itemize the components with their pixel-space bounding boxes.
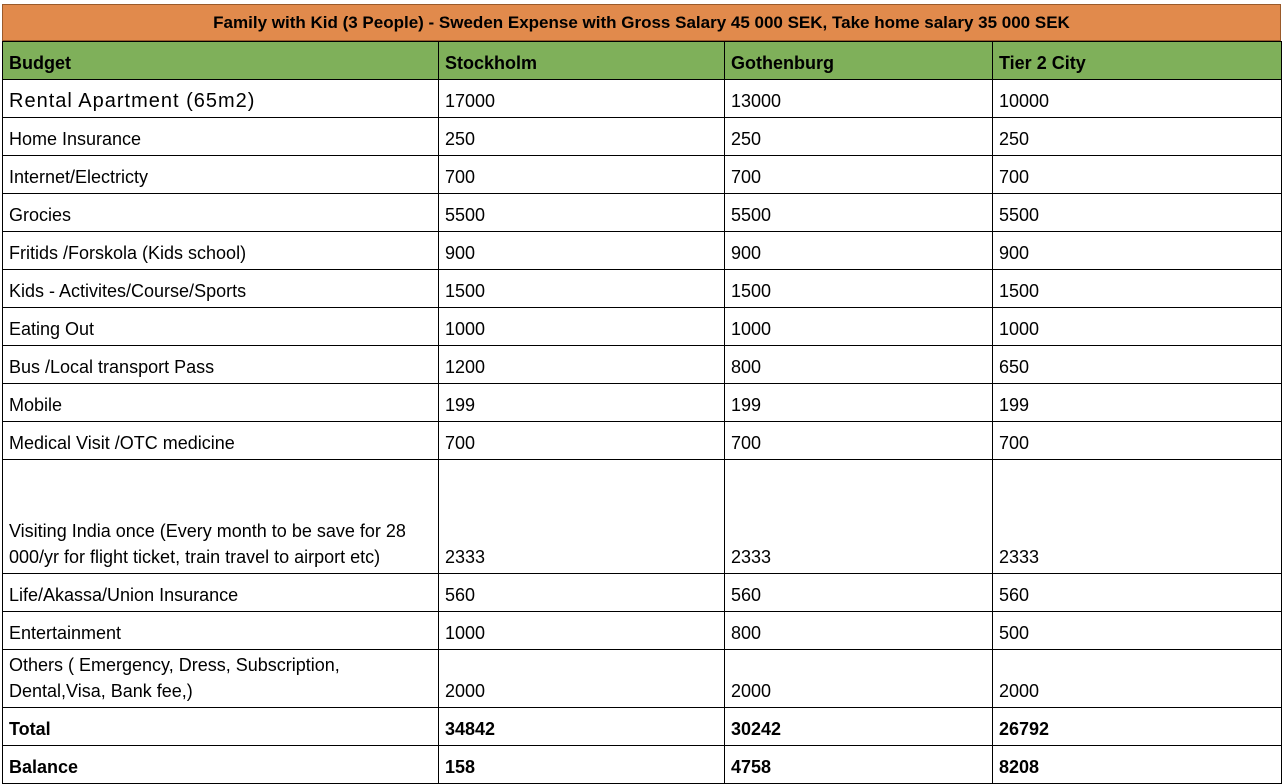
row-label[interactable]: Mobile: [3, 384, 439, 422]
cell-tier2[interactable]: 1500: [993, 270, 1282, 308]
cell-tier2[interactable]: 700: [993, 156, 1282, 194]
cell-tier2[interactable]: 10000: [993, 80, 1282, 118]
cell-tier2[interactable]: 5500: [993, 194, 1282, 232]
cell-stockholm[interactable]: 900: [439, 232, 725, 270]
table-row: [3, 232, 1282, 270]
cell-gothenburg[interactable]: 5500: [725, 194, 993, 232]
cell-stockholm[interactable]: 1000: [439, 308, 725, 346]
balance-stockholm[interactable]: 158: [439, 746, 725, 784]
table-row: [3, 194, 1282, 232]
cell-gothenburg[interactable]: 2000: [725, 650, 993, 708]
table-row: [3, 460, 1282, 574]
table-row: [3, 422, 1282, 460]
sheet-title[interactable]: Family with Kid (3 People) - Sweden Expense with Gross Salary 45 000 SEK, Take home salary 35 000 SEK: [2, 4, 1281, 41]
table-row: [3, 270, 1282, 308]
cell-stockholm[interactable]: 1200: [439, 346, 725, 384]
row-label[interactable]: Others ( Emergency, Dress, Subscription, Dental,Visa, Bank fee,): [3, 650, 439, 708]
cell-tier2[interactable]: 1000: [993, 308, 1282, 346]
cell-gothenburg[interactable]: 560: [725, 574, 993, 612]
cell-tier2[interactable]: 250: [993, 118, 1282, 156]
row-label[interactable]: Bus /Local transport Pass: [3, 346, 439, 384]
table-row: [3, 384, 1282, 422]
balance-row: [3, 746, 1282, 784]
table-row: [3, 574, 1282, 612]
cell-stockholm[interactable]: 2000: [439, 650, 725, 708]
cell-gothenburg[interactable]: 199: [725, 384, 993, 422]
row-label[interactable]: Internet/Electricty: [3, 156, 439, 194]
cell-gothenburg[interactable]: 800: [725, 612, 993, 650]
cell-stockholm[interactable]: 5500: [439, 194, 725, 232]
cell-gothenburg[interactable]: 13000: [725, 80, 993, 118]
row-label[interactable]: Visiting India once (Every month to be save for 28 000/yr for flight ticket, train travel to airport etc): [3, 460, 439, 574]
cell-stockholm[interactable]: 700: [439, 156, 725, 194]
cell-gothenburg[interactable]: 1500: [725, 270, 993, 308]
total-row: [3, 708, 1282, 746]
table-row: [3, 80, 1282, 118]
cell-tier2[interactable]: 700: [993, 422, 1282, 460]
row-label[interactable]: Rental Apartment (65m2): [3, 80, 439, 118]
header-stockholm[interactable]: Stockholm: [439, 42, 725, 80]
row-label[interactable]: Entertainment: [3, 612, 439, 650]
cell-gothenburg[interactable]: 800: [725, 346, 993, 384]
cell-stockholm[interactable]: 2333: [439, 460, 725, 574]
cell-tier2[interactable]: 500: [993, 612, 1282, 650]
cell-gothenburg[interactable]: 1000: [725, 308, 993, 346]
cell-tier2[interactable]: 650: [993, 346, 1282, 384]
cell-stockholm[interactable]: 560: [439, 574, 725, 612]
header-tier2[interactable]: Tier 2 City: [993, 42, 1282, 80]
row-label[interactable]: Life/Akassa/Union Insurance: [3, 574, 439, 612]
total-tier2[interactable]: 26792: [993, 708, 1282, 746]
table-row: [3, 346, 1282, 384]
cell-tier2[interactable]: 560: [993, 574, 1282, 612]
cell-gothenburg[interactable]: 2333: [725, 460, 993, 574]
cell-gothenburg[interactable]: 900: [725, 232, 993, 270]
cell-stockholm[interactable]: 1500: [439, 270, 725, 308]
total-label[interactable]: Total: [3, 708, 439, 746]
spreadsheet: [2, 4, 1281, 784]
cell-stockholm[interactable]: 17000: [439, 80, 725, 118]
table-row: [3, 308, 1282, 346]
cell-stockholm[interactable]: 250: [439, 118, 725, 156]
header-row: [3, 42, 1282, 80]
table-row: [3, 650, 1282, 708]
row-label[interactable]: Grocies: [3, 194, 439, 232]
total-stockholm[interactable]: 34842: [439, 708, 725, 746]
cell-stockholm[interactable]: 199: [439, 384, 725, 422]
header-gothenburg[interactable]: Gothenburg: [725, 42, 993, 80]
row-label[interactable]: Fritids /Forskola (Kids school): [3, 232, 439, 270]
total-gothenburg[interactable]: 30242: [725, 708, 993, 746]
cell-tier2[interactable]: 900: [993, 232, 1282, 270]
table-row: [3, 156, 1282, 194]
table-row: [3, 612, 1282, 650]
row-label[interactable]: Eating Out: [3, 308, 439, 346]
row-label[interactable]: Home Insurance: [3, 118, 439, 156]
row-label[interactable]: Medical Visit /OTC medicine: [3, 422, 439, 460]
cell-stockholm[interactable]: 1000: [439, 612, 725, 650]
row-label[interactable]: Kids - Activites/Course/Sports: [3, 270, 439, 308]
header-budget[interactable]: Budget: [3, 42, 439, 80]
balance-tier2[interactable]: 8208: [993, 746, 1282, 784]
cell-gothenburg[interactable]: 250: [725, 118, 993, 156]
budget-table: [2, 41, 1282, 784]
balance-label[interactable]: Balance: [3, 746, 439, 784]
cell-tier2[interactable]: 2333: [993, 460, 1282, 574]
cell-tier2[interactable]: 2000: [993, 650, 1282, 708]
cell-gothenburg[interactable]: 700: [725, 156, 993, 194]
cell-tier2[interactable]: 199: [993, 384, 1282, 422]
balance-gothenburg[interactable]: 4758: [725, 746, 993, 784]
cell-gothenburg[interactable]: 700: [725, 422, 993, 460]
cell-stockholm[interactable]: 700: [439, 422, 725, 460]
table-row: [3, 118, 1282, 156]
